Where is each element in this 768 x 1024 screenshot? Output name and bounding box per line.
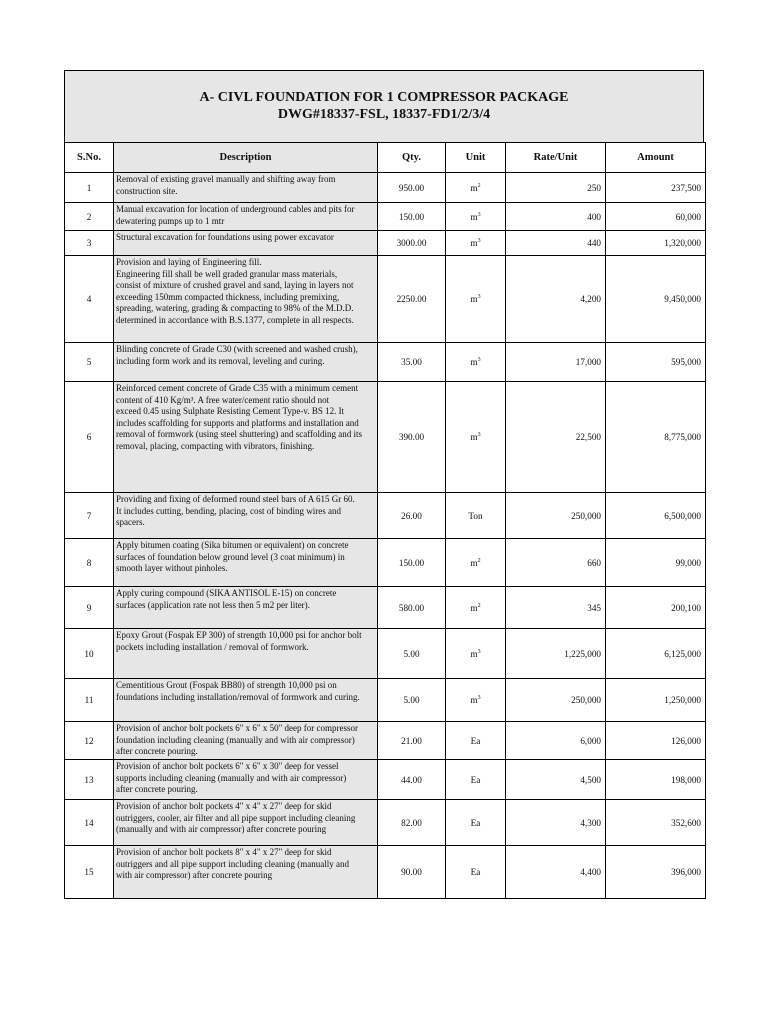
cell-description xyxy=(114,800,378,846)
cell-qty: 44.00 xyxy=(378,760,446,800)
cell-description xyxy=(114,539,378,587)
cell-amount: 9,450,000 xyxy=(606,256,706,343)
cell-amount: 200,100 xyxy=(606,587,706,629)
table-row xyxy=(65,800,706,846)
cell-rate: 400 xyxy=(506,203,606,231)
cell-description xyxy=(114,382,378,493)
unit-text: m xyxy=(470,648,478,659)
cell-unit xyxy=(446,800,506,846)
description-line: outriggers and all pipe support including cleaning (manually and xyxy=(116,858,349,869)
table-body xyxy=(65,173,706,899)
cell-qty: 2250.00 xyxy=(378,256,446,343)
unit-exponent: 3 xyxy=(477,211,481,218)
cell-rate: 345 xyxy=(506,587,606,629)
table-row xyxy=(65,382,706,493)
cell-qty: 35.00 xyxy=(378,343,446,382)
cell-description xyxy=(114,203,378,231)
unit-text: m xyxy=(470,238,478,248)
cell-sno: 4 xyxy=(65,256,114,343)
cell-rate: 4,400 xyxy=(506,846,606,899)
description-line: content of 410 Kg/m³. A free water/cement ratio should not xyxy=(116,394,330,405)
description-line: Provision of anchor bolt pockets 4" x 4" x 27" deep for skid xyxy=(116,801,332,811)
unit-text: m xyxy=(470,557,478,568)
unit-exponent: 2 xyxy=(477,602,481,609)
description-line: with air compressor) after concrete pouring xyxy=(116,870,273,881)
table-row xyxy=(65,231,706,256)
cell-sno: 7 xyxy=(65,493,114,539)
description-line: foundation including cleaning (manually and with air compressor) xyxy=(116,734,355,745)
unit-text: m xyxy=(470,182,478,193)
unit-exponent: 3 xyxy=(477,237,481,244)
cell-rate: 660 xyxy=(506,539,606,587)
cell-rate: 4,300 xyxy=(506,800,606,846)
cell-unit xyxy=(446,629,506,679)
cell-qty: 90.00 xyxy=(378,846,446,899)
col-header-unit: Unit xyxy=(446,143,506,173)
title-line-1: A- CIVL FOUNDATION FOR 1 COMPRESSOR PACKAGE xyxy=(199,90,569,105)
description-line: exceed 0.45 using Sulphate Resisting Cement Type-v. BS 12. It xyxy=(116,406,345,417)
cell-sno: 5 xyxy=(65,343,114,382)
col-header-amount: Amount xyxy=(606,143,706,173)
cell-unit xyxy=(446,382,506,493)
description-line: It includes cutting, bending, placing, cost of binding wires and xyxy=(116,505,341,516)
cell-rate: 4,200 xyxy=(506,256,606,343)
description-line: Provision of anchor bolt pockets 6" x 6" x 50" deep for compressor xyxy=(116,723,358,733)
cell-unit xyxy=(446,846,506,899)
description-line: Manual excavation for location of underground cables and pits for xyxy=(116,204,355,214)
cell-description xyxy=(114,587,378,629)
cell-description xyxy=(114,760,378,800)
cell-rate: 22,500 xyxy=(506,382,606,493)
cell-amount: 8,775,000 xyxy=(606,382,706,493)
cell-unit xyxy=(446,343,506,382)
unit-text: m xyxy=(470,294,478,304)
description-line: Engineering fill shall be well graded granular mass materials, xyxy=(116,268,338,279)
cell-qty: 21.00 xyxy=(378,722,446,760)
description-line: foundations including installation/removal of formwork and curing. xyxy=(116,691,360,702)
table-row xyxy=(65,256,706,343)
unit-exponent: 3 xyxy=(477,293,481,300)
cell-amount: 60,000 xyxy=(606,203,706,231)
cell-description xyxy=(114,493,378,539)
cell-unit xyxy=(446,587,506,629)
table-row xyxy=(65,679,706,722)
cell-sno: 15 xyxy=(65,846,114,899)
cell-sno: 10 xyxy=(65,629,114,679)
cell-unit xyxy=(446,760,506,800)
description-line: surfaces of foundation below ground level (3 coat minimum) in xyxy=(116,551,345,562)
cell-amount: 99,000 xyxy=(606,539,706,587)
cell-amount: 352,600 xyxy=(606,800,706,846)
cell-description xyxy=(114,846,378,899)
description-line: smooth layer without pinholes. xyxy=(116,563,228,574)
col-header-sno: S.No. xyxy=(65,143,114,173)
unit-text: Ea xyxy=(470,774,481,785)
description-line: determined in accordance with B.S.1377, complete in all respects. xyxy=(116,314,354,325)
cell-rate: 250,000 xyxy=(506,679,606,722)
cell-unit xyxy=(446,231,506,256)
cell-qty: 150.00 xyxy=(378,203,446,231)
unit-exponent: 2 xyxy=(477,557,481,564)
description-line: Epoxy Grout (Fospak EP 300) of strength 10,000 psi for anchor bolt xyxy=(116,630,362,640)
table-row xyxy=(65,493,706,539)
unit-exponent: 2 xyxy=(477,182,481,189)
table-row xyxy=(65,539,706,587)
description-line: after concrete pouring. xyxy=(116,784,198,795)
description-line: including form work and its removal, leveling and curing. xyxy=(116,355,325,366)
unit-exponent: 3 xyxy=(477,648,481,655)
unit-text: m xyxy=(470,695,478,705)
description-line: Provision of anchor bolt pockets 8" x 4" x 27" deep for skid xyxy=(116,847,332,857)
cell-unit xyxy=(446,679,506,722)
unit-text: m xyxy=(470,357,478,367)
cell-qty: 580.00 xyxy=(378,587,446,629)
cell-amount: 1,320,000 xyxy=(606,231,706,256)
cell-unit xyxy=(446,203,506,231)
description-line: spreading, watering, grading & compacting to 98% of the M.D.D. xyxy=(116,303,354,314)
cell-sno: 3 xyxy=(65,231,114,256)
cell-unit xyxy=(446,493,506,539)
cell-qty: 950.00 xyxy=(378,173,446,203)
cell-sno: 2 xyxy=(65,203,114,231)
description-line: exceeding 150mm compacted thickness, including premixing, xyxy=(116,291,340,302)
cell-description xyxy=(114,173,378,203)
unit-text: Ton xyxy=(468,510,483,521)
cell-qty: 5.00 xyxy=(378,679,446,722)
description-line: Provision of anchor bolt pockets 6" x 6" x 30" deep for vessel xyxy=(116,761,339,771)
unit-text: m xyxy=(470,602,478,613)
unit-text: m xyxy=(470,211,478,222)
cell-unit xyxy=(446,539,506,587)
cell-rate: 440 xyxy=(506,231,606,256)
description-line: spacers. xyxy=(116,517,145,528)
cell-sno: 8 xyxy=(65,539,114,587)
cell-qty: 390.00 xyxy=(378,382,446,493)
description-line: consist of mixture of crushed gravel and sand, laying in layers not xyxy=(116,280,354,291)
cell-amount: 198,000 xyxy=(606,760,706,800)
cell-sno: 9 xyxy=(65,587,114,629)
description-line: surfaces (application rate not less then 5 m2 per liter). xyxy=(116,599,310,610)
table-row xyxy=(65,587,706,629)
description-line: removal of formwork (using steel shuttering) and scaffolding and its xyxy=(116,429,363,440)
cell-amount: 595,000 xyxy=(606,343,706,382)
cell-qty: 82.00 xyxy=(378,800,446,846)
description-line: Providing and fixing of deformed round steel bars of A 615 Gr 60. xyxy=(116,494,355,504)
col-header-description: Description xyxy=(114,143,378,173)
cell-sno: 11 xyxy=(65,679,114,722)
cell-qty: 5.00 xyxy=(378,629,446,679)
boq-table xyxy=(64,142,706,899)
cell-amount: 237,500 xyxy=(606,173,706,203)
description-line: (manually and with air compressor) after concrete pouring xyxy=(116,824,327,835)
cell-description xyxy=(114,629,378,679)
description-line: Blinding concrete of Grade C30 (with screened and washed crush), xyxy=(116,344,358,354)
cell-qty: 150.00 xyxy=(378,539,446,587)
cell-qty: 3000.00 xyxy=(378,231,446,256)
table-row xyxy=(65,629,706,679)
cell-amount: 6,500,000 xyxy=(606,493,706,539)
description-line: Removal of existing gravel manually and shifting away from xyxy=(116,174,336,184)
cell-rate: 250,000 xyxy=(506,493,606,539)
cell-rate: 1,225,000 xyxy=(506,629,606,679)
description-line: supports including cleaning (manually and with air compressor) xyxy=(116,772,347,783)
description-line: removal, placing, compacting with vibrators, finishing. xyxy=(116,440,315,451)
cell-unit xyxy=(446,256,506,343)
title-line-2: DWG#18337-FSL, 18337-FD1/2/3/4 xyxy=(277,107,491,122)
description-line: outriggers, cooler, air filter and all pipe support including cleaning xyxy=(116,812,356,823)
cell-sno: 14 xyxy=(65,800,114,846)
cell-amount: 1,250,000 xyxy=(606,679,706,722)
unit-exponent: 3 xyxy=(477,356,481,363)
unit-text: Ea xyxy=(470,867,481,877)
description-line: Apply bitumen coating (Sika bitumen or equivalent) on concrete xyxy=(116,540,349,550)
cell-unit xyxy=(446,722,506,760)
description-line: pockets including installation / removal of formwork. xyxy=(116,641,309,652)
unit-text: m xyxy=(470,432,478,442)
cell-amount: 396,000 xyxy=(606,846,706,899)
cell-rate: 4,500 xyxy=(506,760,606,800)
cell-description xyxy=(114,679,378,722)
unit-exponent: 3 xyxy=(477,431,481,438)
cell-amount: 126,000 xyxy=(606,722,706,760)
cell-description xyxy=(114,343,378,382)
table-row xyxy=(65,846,706,899)
title-block xyxy=(64,70,704,142)
description-line: Structural excavation for foundations using power excavator xyxy=(116,232,334,242)
description-line: includes scaffolding for supports and platforms and installation and xyxy=(116,417,359,428)
description-line: construction site. xyxy=(116,185,178,196)
cell-description xyxy=(114,722,378,760)
unit-text: Ea xyxy=(470,735,481,746)
cell-sno: 13 xyxy=(65,760,114,800)
description-line: dewatering pumps up to 1 mtr xyxy=(116,215,225,226)
cell-rate: 17,000 xyxy=(506,343,606,382)
cell-amount: 6,125,000 xyxy=(606,629,706,679)
table-row xyxy=(65,722,706,760)
cell-sno: 1 xyxy=(65,173,114,203)
table-row xyxy=(65,760,706,800)
col-header-qty: Qty. xyxy=(378,143,446,173)
boq-sheet xyxy=(64,70,704,899)
cell-rate: 6,000 xyxy=(506,722,606,760)
cell-description xyxy=(114,231,378,256)
table-row xyxy=(65,343,706,382)
header-row xyxy=(65,143,706,173)
table-row xyxy=(65,173,706,203)
cell-qty: 26.00 xyxy=(378,493,446,539)
unit-text: Ea xyxy=(470,817,481,828)
col-header-rate: Rate/Unit xyxy=(506,143,606,173)
cell-description xyxy=(114,256,378,343)
cell-unit xyxy=(446,173,506,203)
description-line: Reinforced cement concrete of Grade C35 with a minimum cement xyxy=(116,383,359,393)
description-line: Provision and laying of Engineering fill. xyxy=(116,257,262,267)
unit-exponent: 3 xyxy=(477,694,481,701)
cell-sno: 6 xyxy=(65,382,114,493)
cell-sno: 12 xyxy=(65,722,114,760)
cell-rate: 250 xyxy=(506,173,606,203)
description-line: after concrete pouring. xyxy=(116,746,198,757)
description-line: Apply curing compound (SIKA ANTISOL E-15) on concrete xyxy=(116,588,337,598)
table-row xyxy=(65,203,706,231)
description-line: Cementitious Grout (Fospak BB80) of strength 10,000 psi on xyxy=(116,680,337,690)
